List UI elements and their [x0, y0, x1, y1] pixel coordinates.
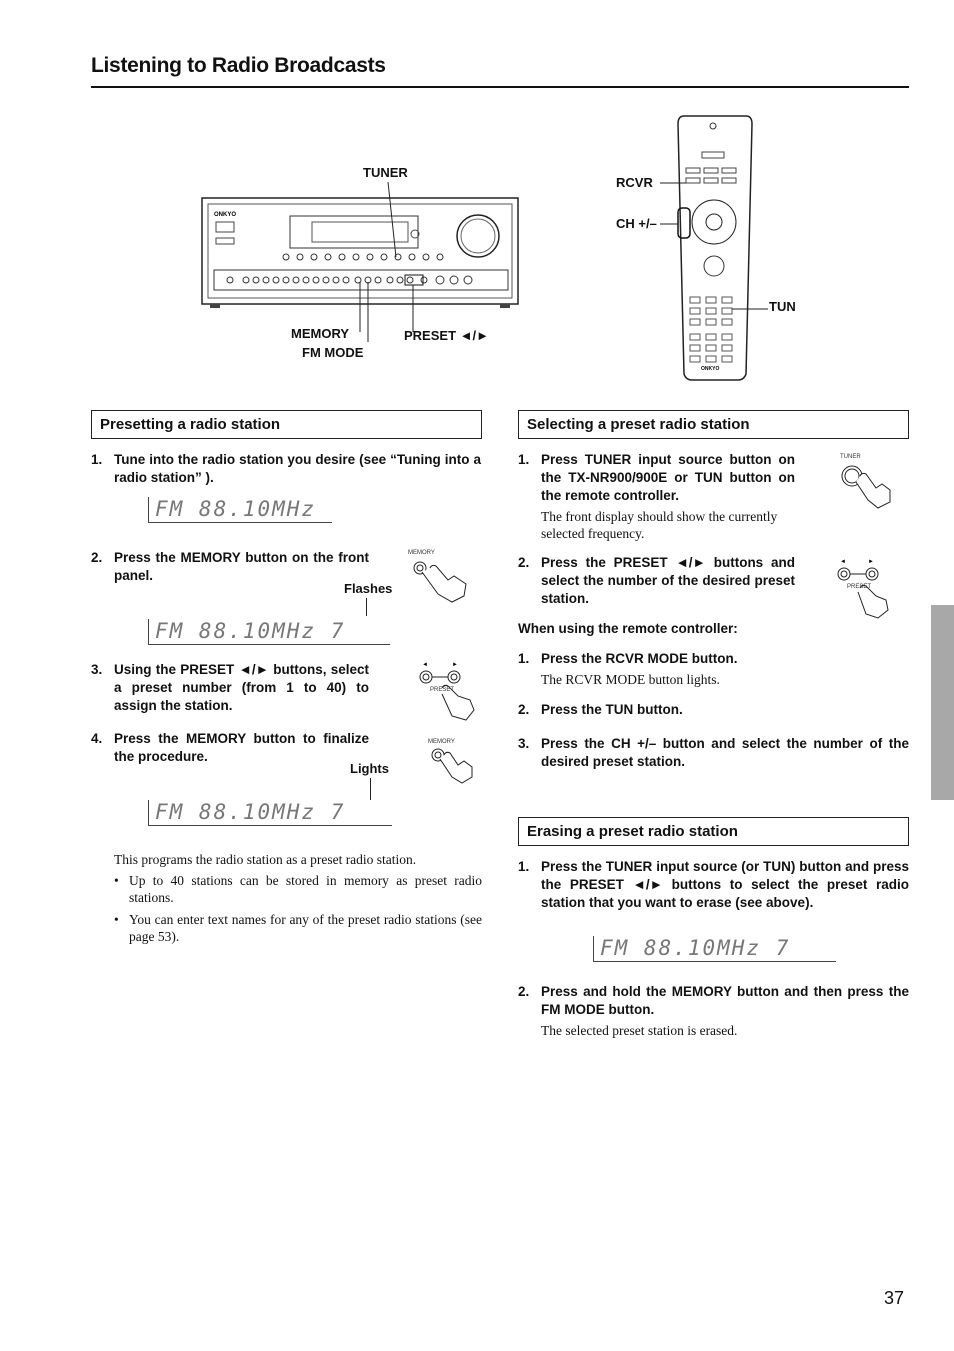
step-text: Tune into the radio station you desire (see “Tuning into a radio station” ).	[114, 452, 481, 485]
step-text: Press the MEMORY button to finalize the procedure.	[114, 731, 369, 764]
erase-step-1	[518, 858, 909, 914]
section-heading-selecting: Selecting a preset radio station	[518, 410, 909, 439]
svg-text:►: ►	[452, 662, 458, 668]
step-number: 3.	[518, 736, 530, 751]
remote-illustration	[660, 112, 770, 387]
right-step-1	[518, 451, 798, 507]
step-number: 4.	[91, 731, 103, 746]
callout-fm-mode: FM MODE	[302, 345, 364, 360]
left-step-3	[91, 661, 381, 717]
bullet-text: Up to 40 stations can be stored in memory as preset radio stations.	[129, 873, 482, 905]
lights-label: Lights	[350, 761, 389, 776]
page-title: Listening to Radio Broadcasts	[91, 54, 386, 77]
step-text: Press and hold the MEMORY button and then press the FM MODE button.	[541, 984, 909, 1017]
step-text: Press TUNER input source button on the TX-NR900/900E or TUN button on the remote controller.	[541, 452, 795, 503]
preset-button-label-2: PRESET	[847, 584, 872, 590]
svg-text:◄: ◄	[840, 559, 846, 565]
display-frequency-1: FM 88.10MHz	[148, 497, 332, 523]
callout-rcvr: RCVR	[616, 175, 653, 190]
svg-text:◄: ◄	[422, 662, 428, 668]
bullet-icon: •	[114, 912, 119, 927]
step-text: Press the PRESET ◄/► buttons and select the number of the desired preset station.	[541, 555, 795, 606]
erase-step-2-body: The selected preset station is erased.	[541, 1023, 738, 1038]
right-step-1-body: The front display should show the currently selected frequency.	[541, 509, 778, 541]
right-step-2	[518, 554, 798, 610]
step-text: Press the TUN button.	[541, 702, 683, 717]
flashes-label: Flashes	[344, 581, 393, 596]
section-heading-presetting: Presetting a radio station	[91, 410, 482, 439]
step-text: Press the CH +/– button and select the number of the desired preset station.	[541, 736, 909, 769]
step-text: Using the PRESET ◄/► buttons, select a preset number (from 1 to 40) to assign the station.	[114, 662, 369, 713]
memory-button-label: MEMORY	[408, 550, 435, 556]
page-number: 37	[884, 1288, 905, 1308]
left-bullet-1	[114, 872, 482, 906]
display-frequency-4: FM 88.10MHz 7	[593, 936, 836, 962]
display-frequency-2: FM 88.10MHz 7	[148, 619, 390, 645]
hand-pressing-memory-icon-2	[428, 745, 478, 787]
hand-pressing-tuner-icon	[836, 460, 896, 512]
step-number: 1.	[91, 452, 103, 467]
preset-button-label: PRESET	[430, 687, 455, 693]
left-step-4	[91, 730, 381, 770]
step-text: Press the TUNER input source (or TUN) button and press the PRESET ◄/► buttons to select the preset radio station that you want to erase (see above).	[541, 859, 909, 910]
lights-pointer	[370, 778, 371, 800]
callout-preset: PRESET ◄/►	[404, 328, 489, 343]
title-rule	[91, 86, 909, 88]
bullet-text: You can enter text names for any of the preset radio stations (see page 53).	[129, 912, 482, 944]
erase-step-2	[518, 983, 909, 1023]
bullet-icon: •	[114, 873, 119, 888]
side-thumb-tab	[931, 605, 954, 800]
step-number: 2.	[518, 555, 530, 570]
remote-step-1-body: The RCVR MODE button lights.	[541, 672, 720, 687]
display-frequency-3: FM 88.10MHz 7	[148, 800, 392, 826]
step-number: 2.	[518, 984, 530, 999]
svg-text:►: ►	[868, 559, 874, 565]
callout-tuner: TUNER	[363, 165, 408, 180]
brand-logo: ONKYO	[214, 212, 237, 218]
remote-step-3	[518, 735, 909, 775]
step-text: Press the MEMORY button on the front panel.	[114, 550, 369, 583]
step-number: 3.	[91, 662, 103, 677]
left-step-2	[91, 549, 371, 589]
step-number: 1.	[518, 651, 530, 666]
left-note: This programs the radio station as a preset radio station.	[114, 852, 417, 867]
section-heading-erasing: Erasing a preset radio station	[518, 817, 909, 846]
remote-brand-logo: ONKYO	[701, 366, 720, 372]
callout-memory: MEMORY	[291, 326, 350, 341]
left-bullet-2	[114, 911, 482, 945]
tuner-button-label: TUNER	[840, 454, 861, 460]
memory-button-label-2: MEMORY	[428, 739, 455, 745]
remote-heading: When using the remote controller:	[518, 621, 738, 636]
flashes-pointer	[366, 598, 367, 616]
step-number: 2.	[518, 702, 530, 717]
remote-step-2	[518, 701, 908, 721]
step-number: 2.	[91, 550, 103, 565]
step-number: 1.	[518, 452, 530, 467]
remote-step-1	[518, 650, 908, 670]
callout-ch: CH +/–	[616, 216, 657, 231]
hand-pressing-memory-icon	[408, 556, 478, 606]
step-number: 1.	[518, 859, 530, 874]
callout-tun: TUN	[769, 299, 796, 314]
left-step-1	[91, 451, 481, 491]
step-text: Press the RCVR MODE button.	[541, 651, 738, 666]
